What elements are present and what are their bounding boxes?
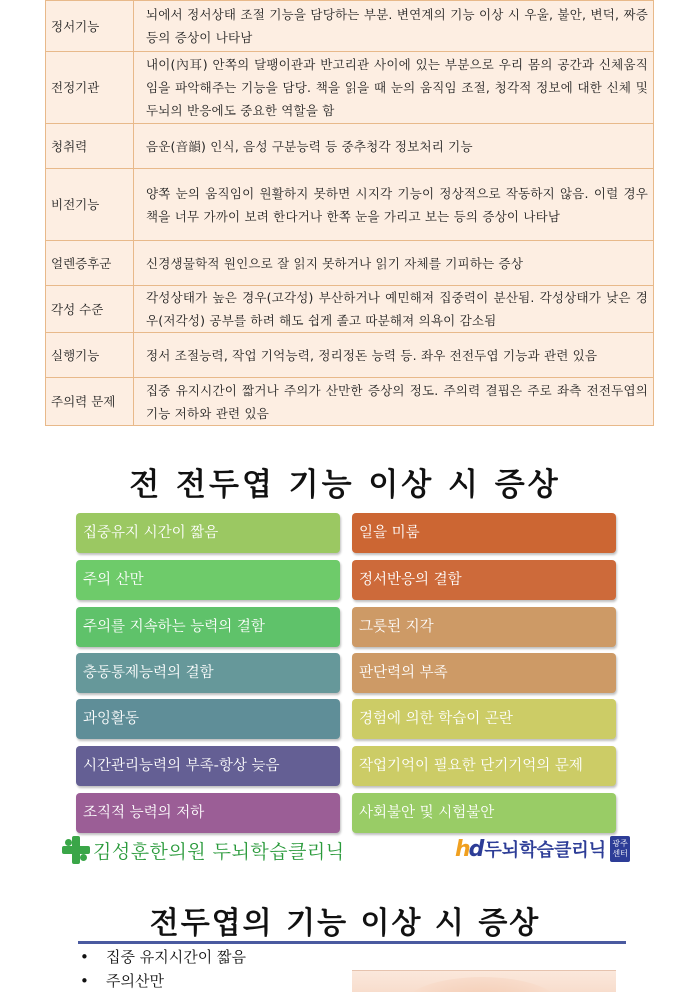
symptom-pill: 주의를 지속하는 능력의 결함 xyxy=(76,607,340,647)
table-row xyxy=(46,124,654,169)
bullet-icon: • xyxy=(80,972,89,990)
term-cell: 실행기능 xyxy=(46,333,134,378)
symptom-pill: 판단력의 부족 xyxy=(352,653,616,693)
symptom-pill: 일을 미룸 xyxy=(352,513,616,553)
symptom-pill: 정서반응의 결함 xyxy=(352,560,616,600)
info-table xyxy=(45,0,654,426)
term-cell: 비전기능 xyxy=(46,169,134,241)
clinic-name: 김성훈한의원 두뇌학습클리닉 xyxy=(93,840,345,863)
symptom-pill: 주의 산만 xyxy=(76,560,340,600)
clinic-brand-left xyxy=(62,836,345,864)
hd-logo: hd xyxy=(455,836,483,862)
medical-cross-icon xyxy=(62,836,90,864)
illustration-image xyxy=(352,970,616,992)
table-row xyxy=(46,241,654,286)
description-cell: 각성상태가 높은 경우(고각성) 부산하거나 예민해져 집중력이 분산됨. 각성상태가 낮은 경우(저각성) 공부를 하려 해도 쉽게 졸고 따분해져 의욕이 감소됨 xyxy=(134,286,654,333)
symptom-pill: 작업기억이 필요한 단기기억의 문제 xyxy=(352,746,616,786)
description-cell: 정서 조절능력, 작업 기억능력, 정리정돈 능력 등. 좌우 전전두엽 기능과 관련 있음 xyxy=(134,333,654,378)
description-cell: 내이(內耳) 안쪽의 달팽이관과 반고리관 사이에 있는 부분으로 우리 몸의 공간과 신체움직임을 파악해주는 기능을 담당. 책을 읽을 때 눈의 움직임 조절, 청각적 정보에 대한 신체 및 두뇌의 반응에도 중요한 역할을 함 xyxy=(134,52,654,124)
list-item: • 주의산만 xyxy=(80,969,246,992)
table-row xyxy=(46,169,654,241)
description-cell: 양쪽 눈의 움직임이 원활하지 못하면 시지각 기능이 정상적으로 작동하지 않음. 이럴 경우 책을 너무 가까이 보려 한다거나 한쪽 눈을 가리고 보는 등의 증상이 나타남 xyxy=(134,169,654,241)
symptom-pill: 조직적 능력의 저하 xyxy=(76,793,340,833)
center-tag: 광주 센터 xyxy=(610,836,630,862)
term-cell: 청취력 xyxy=(46,124,134,169)
table-row xyxy=(46,333,654,378)
section2-title: 전두엽의 기능 이상 시 증상 xyxy=(149,906,541,941)
term-cell: 각성 수준 xyxy=(46,286,134,333)
symptom-list xyxy=(80,945,246,992)
description-cell: 신경생물학적 원인으로 잘 읽지 못하거나 읽기 자체를 기피하는 증상 xyxy=(134,241,654,286)
symptom-pill: 충동통제능력의 결함 xyxy=(76,653,340,693)
clinic-logo-name: 두뇌학습클리닉 xyxy=(484,840,607,861)
table-row xyxy=(46,378,654,426)
term-cell: 전정기관 xyxy=(46,52,134,124)
term-cell: 주의력 문제 xyxy=(46,378,134,426)
description-cell: 음운(音韻) 인식, 음성 구분능력 등 중추청각 정보처리 기능 xyxy=(134,124,654,169)
title-underline xyxy=(78,941,626,944)
term-cell: 얼렌증후군 xyxy=(46,241,134,286)
symptom-pill: 사회불안 및 시험불안 xyxy=(352,793,616,833)
clinic-brand-right xyxy=(455,836,630,862)
list-item: • 집중 유지시간이 짧음 xyxy=(80,945,246,969)
bullet-icon: • xyxy=(80,948,89,966)
symptom-pill: 경험에 의한 학습이 곤란 xyxy=(352,699,616,739)
term-cell: 정서기능 xyxy=(46,1,134,52)
table-row xyxy=(46,1,654,52)
symptom-pill: 그릇된 지각 xyxy=(352,607,616,647)
description-cell: 집중 유지시간이 짧거나 주의가 산만한 증상의 정도. 주의력 결핍은 주로 좌측 전전두엽의 기능 저하와 관련 있음 xyxy=(134,378,654,426)
symptom-pill: 집중유지 시간이 짧음 xyxy=(76,513,340,553)
table-row xyxy=(46,52,654,124)
symptom-pill: 시간관리능력의 부족-항상 늦음 xyxy=(76,746,340,786)
table-row xyxy=(46,286,654,333)
symptom-pill: 과잉활동 xyxy=(76,699,340,739)
section1-title: 전 전두엽 기능 이상 시 증상 xyxy=(129,467,561,503)
description-cell: 뇌에서 정서상태 조절 기능을 담당하는 부분. 변연계의 기능 이상 시 우울, 불안, 변덕, 짜증 등의 증상이 나타남 xyxy=(134,1,654,52)
